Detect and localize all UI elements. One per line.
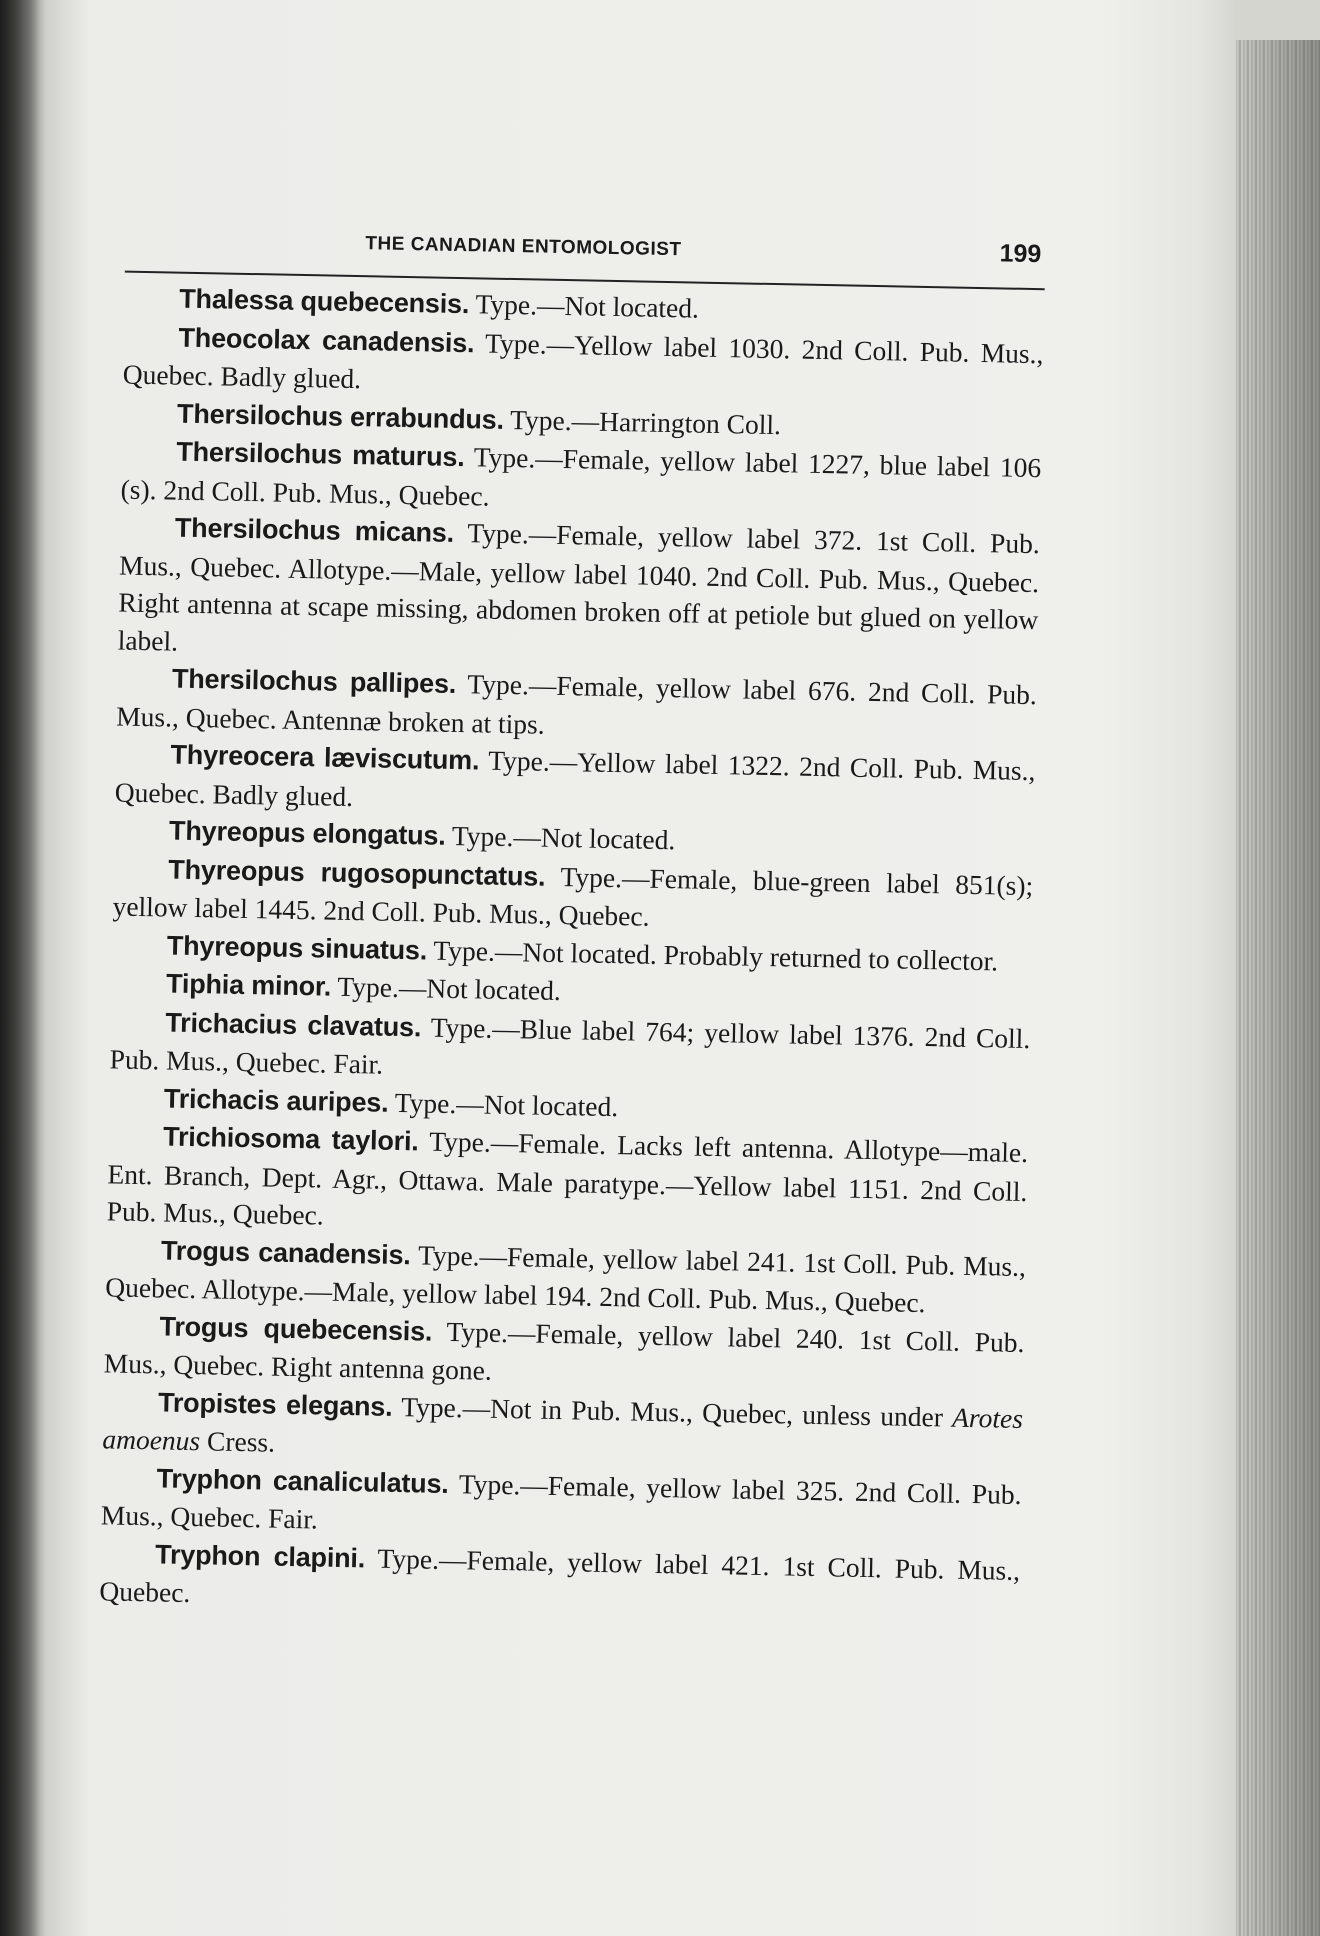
species-name: Thersilochus micans.: [174, 512, 455, 548]
entry-text: Type.—Yellow label 1322. 2nd Coll. Pub. Mus., Quebec. Badly glued.: [114, 744, 1036, 812]
species-name: Trichacis auripes.: [163, 1082, 389, 1118]
entry-text: Type.—Female, blue-green label 851(s); yellow label 1445. 2nd Coll. Pub. Mus., Quebec.: [112, 860, 1034, 932]
entry-text: Type.—Not located. Probably returned to collector.: [426, 933, 999, 976]
running-title: THE CANADIAN ENTOMOLOGIST: [365, 233, 682, 261]
species-name: Thersilochus pallipes.: [171, 663, 457, 699]
italic-species-reference: Arotes amoenus: [102, 1401, 1024, 1457]
species-name: Thyreocera læviscutum.: [170, 739, 480, 776]
species-name: Trogus canadensis.: [160, 1234, 411, 1270]
species-name: Thalessa quebecensis.: [179, 283, 470, 320]
species-name: Tropistes elegans.: [157, 1386, 393, 1422]
book-gutter-shadow: [0, 0, 40, 1936]
species-name: Trichiosoma taylori.: [162, 1121, 419, 1157]
entry-text: Type.—Female, yellow label 240. 1st Coll. Pub. Mus., Quebec. Right antenna gone.: [103, 1315, 1025, 1386]
species-name: Trichacius clavatus.: [165, 1006, 422, 1042]
species-name: Thersilochus maturus.: [176, 436, 465, 473]
entry-text: Type.—Female, yellow label 676. 2nd Coll. Pub. Mus., Quebec. Antennæ broken at tips.: [116, 668, 1038, 740]
species-name: Tiphia minor.: [165, 968, 332, 1002]
entry-text: Type.—Female, yellow label 372. 1st Coll. Pub. Mus., Quebec. Allotype.—Male, yellow label 1040. 2nd Coll. Pub. Mus., Quebec. Right antenna at scape missing, abdomen broken off at petiole but glued on yellow label.: [117, 516, 1041, 657]
species-name: Theocolax canadensis.: [178, 322, 475, 358]
species-name: Tryphon clapini.: [154, 1538, 366, 1573]
entry-text: Type.—Not located.: [388, 1086, 619, 1122]
page-edges: [1236, 40, 1320, 1936]
entry-text-after: Cress.: [199, 1425, 276, 1458]
entry-thersilochus-micans: [117, 508, 1040, 677]
entry-text: Type.—Harrington Coll.: [503, 403, 782, 440]
entry-trichiosoma-taylori: [106, 1116, 1028, 1247]
species-name: Thyreopus sinuatus.: [166, 929, 428, 965]
book-page: [69, 210, 1056, 1628]
entry-text: Type.—Not located.: [330, 970, 562, 1007]
entry-text: Type.—Yellow label 1030. 2nd Coll. Pub. Mus., Quebec. Badly glued.: [122, 326, 1044, 395]
species-name: Thyreopus rugosopunctatus.: [168, 854, 546, 892]
species-name: Thersilochus errabundus.: [176, 398, 505, 435]
entry-list: [99, 273, 1045, 1628]
entry-text: Type.—Female, yellow label 325. 2nd Coll. Pub. Mus., Quebec. Fair.: [100, 1467, 1022, 1535]
entry-text: Type.—Not in Pub. Mus., Quebec, unless under: [392, 1390, 953, 1433]
page-number: 199: [999, 239, 1042, 269]
entry-text: Type.—Female, yellow label 241. 1st Coll. Pub. Mus., Quebec. Allotype.—Male, yellow label 194. 2nd Coll. Pub. Mus., Quebec.: [105, 1238, 1027, 1319]
entry-text: Type.—Female. Lacks left antenna. Allotype—male. Ent. Branch, Dept. Agr., Ottawa. Male paratype.—Yellow label 1151. 2nd Coll. Pub. Mus., Quebec.: [106, 1125, 1029, 1231]
entry-text: Type.—Female, yellow label 1227, blue label 106 (s). 2nd Coll. Pub. Mus., Quebec.: [120, 441, 1042, 512]
entry-text: Type.—Not located.: [445, 819, 676, 856]
species-name: Trogus quebecensis.: [159, 1310, 433, 1347]
entry-text: Type.—Not located.: [468, 288, 700, 324]
entry-text: Type.—Blue label 764; yellow label 1376. 2nd Coll. Pub. Mus., Quebec. Fair.: [109, 1010, 1031, 1080]
species-name: Thyreopus elongatus.: [168, 815, 446, 851]
entry-text: Type.—Female, yellow label 421. 1st Coll. Pub. Mus., Quebec.: [99, 1541, 1021, 1609]
species-name: Tryphon canaliculatus.: [156, 1462, 449, 1499]
